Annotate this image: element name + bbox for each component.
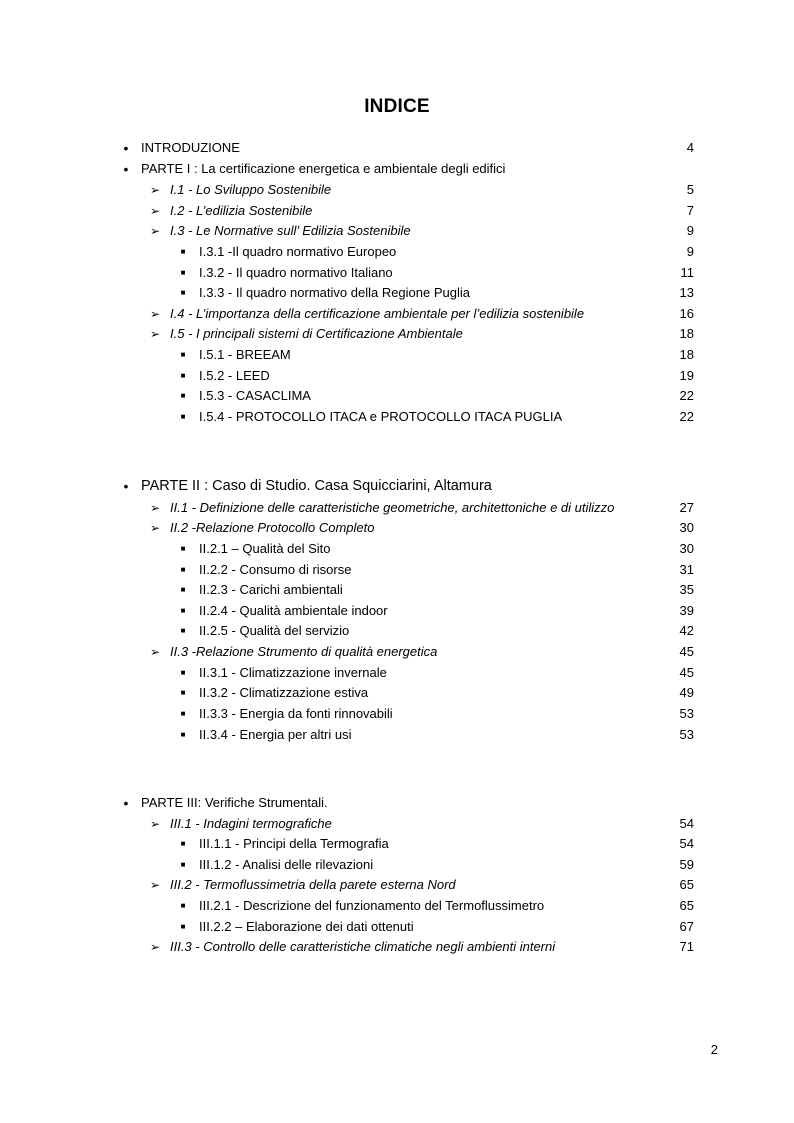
toc-entry [0,221,794,241]
toc-entry-title: II.3.4 - Energia per altri usi [199,727,352,742]
square-bullet-icon: ■ [180,585,186,594]
toc-entry [0,621,794,641]
toc-entry-page: 5 [686,182,694,197]
page-number: 2 [710,1042,718,1057]
toc-entry-title: I.3.3 - Il quadro normativo della Regione Puglia [199,285,470,300]
toc-entry-title: I.5.4 - PROTOCOLLO ITACA e PROTOCOLLO ITACA PUGLIA [199,409,563,424]
square-bullet-icon: ■ [180,839,186,848]
toc-entry-title: II.2 -Relazione Protocollo Completo [170,520,375,535]
toc-entry [0,345,794,365]
toc-entry-title: I.5.3 - CASACLIMA [199,388,311,403]
toc-entry-page: 65 [679,877,694,892]
square-bullet-icon: ■ [180,688,186,697]
toc-entry [0,793,794,813]
toc-entry [0,518,794,538]
toc-entry-title: III.1.1 - Principi della Termografia [199,836,389,851]
toc-entry-page: 16 [679,306,694,321]
toc-entry-title: PARTE II : Caso di Studio. Casa Squicciarini, Altamura [141,478,492,494]
toc-entry-page: 65 [679,898,694,913]
toc-entry-page: 42 [679,623,694,638]
toc-entry [0,560,794,580]
toc-entry-page: 22 [679,388,694,403]
toc-entry-title: I.5.1 - BREEAM [199,347,291,362]
toc-entry-page: 67 [679,919,694,934]
square-bullet-icon: ■ [180,412,186,421]
toc-entry [0,407,794,427]
toc-entry [0,917,794,937]
toc-entry-page: 59 [679,857,694,872]
toc-entry-page: 31 [679,562,694,577]
toc-entry-title: II.3.3 - Energia da fonti rinnovabili [199,706,393,721]
arrow-bullet-icon: ➢ [149,645,161,659]
toc-entry-page: 9 [686,223,694,238]
toc-entry [0,263,794,283]
toc-entry-page: 18 [679,326,694,341]
toc-entry-title: I.2 - L’edilizia Sostenibile [170,203,313,218]
toc-entry-title: II.3.1 - Climatizzazione invernale [199,665,387,680]
toc-entry [0,138,794,158]
toc-entry-page: 35 [679,582,694,597]
arrow-bullet-icon: ➢ [149,183,161,197]
toc-entry-title: II.3.2 - Climatizzazione estiva [199,685,369,700]
toc-entry-title: III.1 - Indagini termografiche [170,816,332,831]
arrow-bullet-icon: ➢ [149,224,161,238]
square-bullet-icon: ■ [180,247,186,256]
square-bullet-icon: ■ [180,565,186,574]
toc-entry-title: I.3.1 -Il quadro normativo Europeo [199,244,397,259]
toc-entry [0,580,794,600]
square-bullet-icon: ■ [180,371,186,380]
toc-entry-page: 45 [679,665,694,680]
toc-entry [0,159,794,179]
toc-entry-title: I.3.2 - Il quadro normativo Italiano [199,265,393,280]
square-bullet-icon: ■ [180,901,186,910]
arrow-bullet-icon: ➢ [149,501,161,515]
toc-entry [0,834,794,854]
toc-entry-page: 13 [679,285,694,300]
toc-entry [0,725,794,745]
toc-entry-page: 53 [679,727,694,742]
toc-entry-title: II.1 - Definizione delle caratteristiche geometriche, architettoniche e di utilizzo [170,500,615,515]
toc-entry-title: PARTE I : La certificazione energetica e ambientale degli edifici [141,161,506,176]
toc-entry-title: II.2.2 - Consumo di risorse [199,562,352,577]
toc-entry [0,642,794,662]
toc-entry-page: 19 [679,368,694,383]
toc-entry [0,539,794,559]
dot-bullet-icon: • [123,795,129,811]
toc-entry-title: III.2 - Termoflussimetria della parete esterna Nord [170,877,456,892]
toc-entry-page: 11 [680,265,694,280]
toc-entry-title: I.3 - Le Normative sull’ Edilizia Sostenibile [170,223,411,238]
toc-entry [0,242,794,262]
arrow-bullet-icon: ➢ [149,817,161,831]
toc-entry-title: III.2.1 - Descrizione del funzionamento del Termoflussimetro [199,898,545,913]
toc-entry-title: I.5 - I principali sistemi di Certificazione Ambientale [170,326,463,341]
toc-entry [0,180,794,200]
toc-entry-page: 7 [686,203,694,218]
dot-bullet-icon: • [123,478,129,494]
toc-entry [0,324,794,344]
toc-entry-title: INTRODUZIONE [141,140,240,155]
toc-entry-title: III.2.2 – Elaborazione dei dati ottenuti [199,919,414,934]
toc-entry-title: II.2.3 - Carichi ambientali [199,582,343,597]
toc-entry [0,704,794,724]
toc-entry-page: 49 [679,685,694,700]
square-bullet-icon: ■ [180,268,186,277]
toc-entry-page: 71 [679,939,694,954]
toc-entry-page: 30 [679,541,694,556]
square-bullet-icon: ■ [180,860,186,869]
toc-entry [0,283,794,303]
toc-entry-title: III.3 - Controllo delle caratteristiche climatiche negli ambienti interni [170,939,556,954]
toc-entry-title: II.3 -Relazione Strumento di qualità energetica [170,644,438,659]
toc-entry [0,875,794,895]
dot-bullet-icon: • [123,161,129,177]
toc-entry [0,201,794,221]
toc-entry-title: II.2.4 - Qualità ambientale indoor [199,603,388,618]
toc-entry-page: 4 [686,140,694,155]
square-bullet-icon: ■ [180,922,186,931]
toc-entry [0,663,794,683]
toc-entry-page: 39 [679,603,694,618]
square-bullet-icon: ■ [180,391,186,400]
square-bullet-icon: ■ [180,544,186,553]
arrow-bullet-icon: ➢ [149,307,161,321]
dot-bullet-icon: • [123,140,129,156]
toc-entry [0,896,794,916]
toc-entry-page: 9 [686,244,694,259]
toc-entry-page: 27 [679,500,694,515]
arrow-bullet-icon: ➢ [149,204,161,218]
arrow-bullet-icon: ➢ [149,327,161,341]
toc-entry-page: 30 [679,520,694,535]
page-title: INDICE [364,96,430,117]
toc-entry-page: 18 [679,347,694,362]
square-bullet-icon: ■ [180,668,186,677]
arrow-bullet-icon: ➢ [149,878,161,892]
toc-entry-title: III.1.2 - Analisi delle rilevazioni [199,857,374,872]
toc-entry [0,814,794,834]
toc-entry-page: 45 [679,644,694,659]
square-bullet-icon: ■ [180,730,186,739]
square-bullet-icon: ■ [180,626,186,635]
square-bullet-icon: ■ [180,606,186,615]
arrow-bullet-icon: ➢ [149,940,161,954]
toc-entry [0,601,794,621]
toc-entry-title: I.5.2 - LEED [199,368,270,383]
toc-entry-page: 53 [679,706,694,721]
toc-entry-title: I.1 - Lo Sviluppo Sostenibile [170,182,332,197]
toc-entry [0,304,794,324]
toc-entry [0,855,794,875]
toc-entry-title: PARTE III: Verifiche Strumentali. [141,795,328,810]
toc-entry [0,498,794,518]
toc-entry [0,476,794,496]
toc-entry-page: 54 [679,816,694,831]
arrow-bullet-icon: ➢ [149,521,161,535]
toc-entry-title: I.4 - L’importanza della certificazione ambientale per l’edilizia sostenibile [170,306,585,321]
toc-entry [0,937,794,957]
square-bullet-icon: ■ [180,350,186,359]
square-bullet-icon: ■ [180,709,186,718]
toc-entry-title: II.2.5 - Qualità del servizio [199,623,350,638]
toc-entry [0,386,794,406]
toc-entry-page: 54 [679,836,694,851]
square-bullet-icon: ■ [180,288,186,297]
toc-entry [0,366,794,386]
toc-entry-title: II.2.1 – Qualità del Sito [199,541,331,556]
toc-entry [0,683,794,703]
toc-entry-page: 22 [679,409,694,424]
